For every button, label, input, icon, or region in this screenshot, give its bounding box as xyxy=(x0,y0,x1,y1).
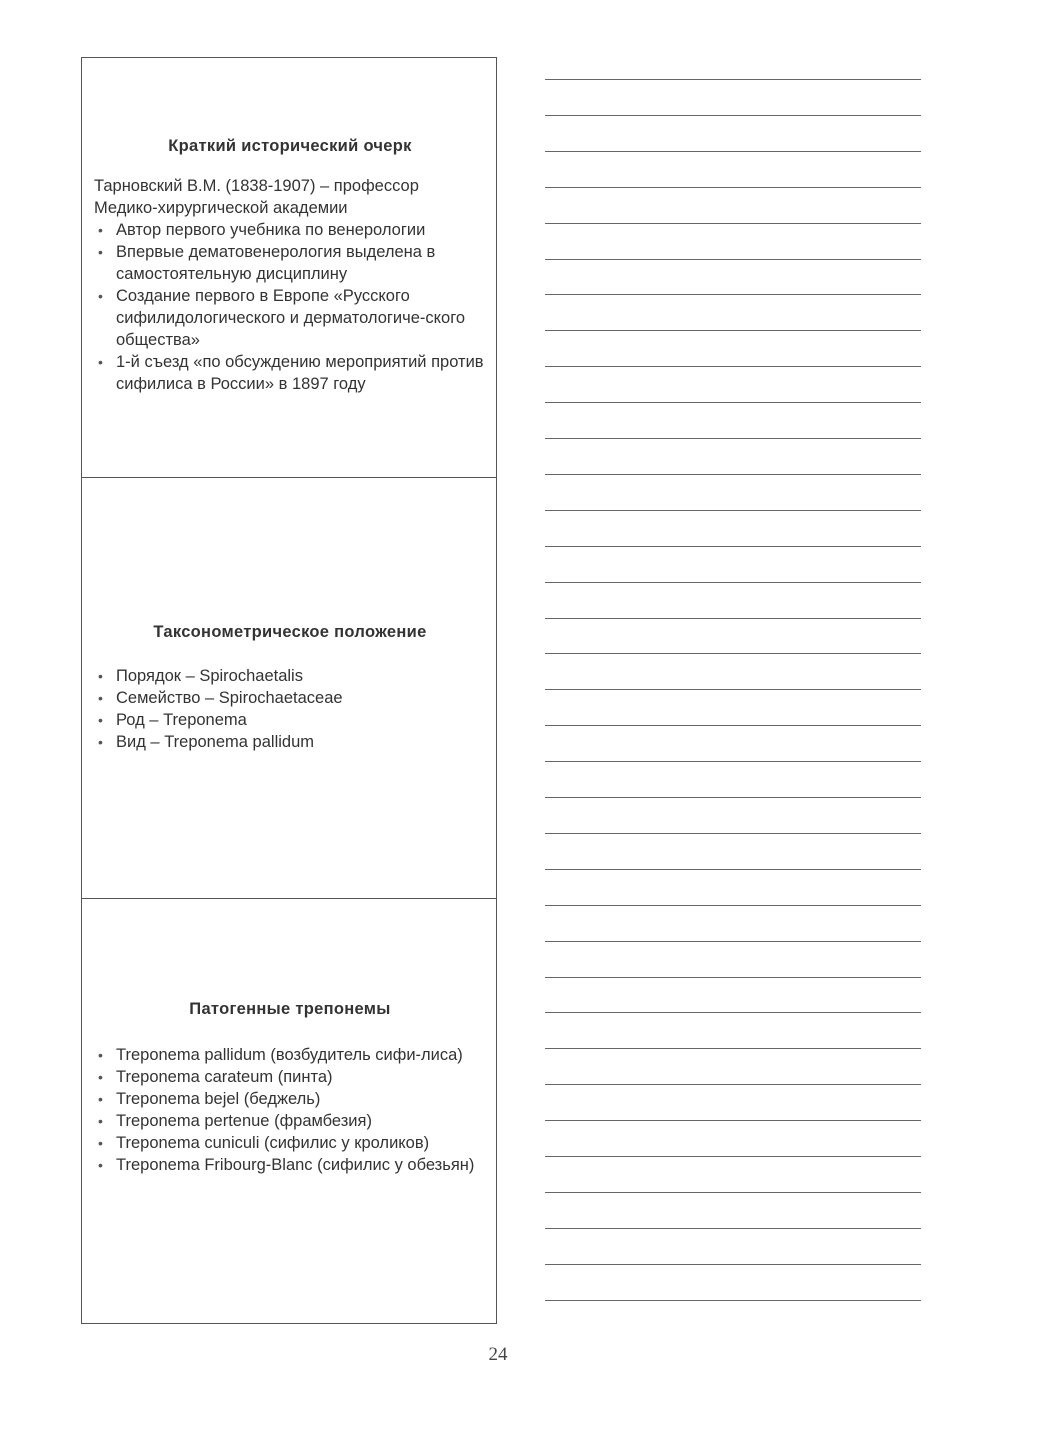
note-line xyxy=(545,797,921,798)
bullet-icon: • xyxy=(98,244,103,260)
note-line xyxy=(545,546,921,547)
note-line xyxy=(545,402,921,403)
card-taxonomy xyxy=(82,477,496,898)
list-item: • Treponema pertenue (фрамбезия) xyxy=(98,1112,372,1130)
slide-cards-column xyxy=(81,57,497,1324)
note-line xyxy=(545,366,921,367)
bullet-icon: • xyxy=(98,354,103,370)
list-item: • Автор первого учебника по венерологии xyxy=(98,221,426,239)
note-line xyxy=(545,474,921,475)
note-line xyxy=(545,259,921,260)
bullet-icon: • xyxy=(98,1113,103,1129)
note-line xyxy=(545,1048,921,1049)
note-line xyxy=(545,510,921,511)
history-intro: Тарновский В.М. (1838-1907) – профессор Медико-хирургической академии xyxy=(94,177,419,217)
list-item: • Порядок – Spirochaetalis xyxy=(98,667,303,685)
note-line xyxy=(545,761,921,762)
bullet-icon: • xyxy=(98,668,103,684)
history-list xyxy=(94,219,486,395)
list-item: • Treponema pallidum (возбудитель сифи-лиса) xyxy=(98,1046,463,1064)
taxonomy-list xyxy=(94,665,486,753)
note-line xyxy=(545,725,921,726)
card-title-pathogens: Патогенные трепонемы xyxy=(189,1000,391,1018)
note-line xyxy=(545,294,921,295)
note-line xyxy=(545,1012,921,1013)
note-line xyxy=(545,833,921,834)
note-line xyxy=(545,1300,921,1301)
note-line xyxy=(545,1084,921,1085)
list-item: • Семейство – Spirochaetaceae xyxy=(98,689,343,707)
list-item: • Вид – Treponema pallidum xyxy=(98,733,314,751)
note-line xyxy=(545,689,921,690)
bullet-icon: • xyxy=(98,712,103,728)
note-line xyxy=(545,1228,921,1229)
notes-lines-area[interactable] xyxy=(545,60,923,1320)
bullet-icon: • xyxy=(98,1091,103,1107)
bullet-icon: • xyxy=(98,1135,103,1151)
list-item: • Создание первого в Европе «Русского сифилидологического и дерматологиче-ского общества» xyxy=(98,287,466,349)
bullet-icon: • xyxy=(98,734,103,750)
note-line xyxy=(545,151,921,152)
list-item: • Treponema Fribourg-Blanc (сифилис у обезьян) xyxy=(98,1156,475,1174)
card-title-taxonomy: Таксонометрическое положение xyxy=(153,623,427,641)
list-item: • Treponema carateum (пинта) xyxy=(98,1068,333,1086)
bullet-icon: • xyxy=(98,1069,103,1085)
bullet-icon: • xyxy=(98,288,103,304)
note-line xyxy=(545,941,921,942)
bullet-icon: • xyxy=(98,1047,103,1063)
card-history xyxy=(82,58,496,477)
note-line xyxy=(545,187,921,188)
note-line xyxy=(545,1120,921,1121)
list-item: • Впервые дематовенерология выделена в самостоятельную дисциплину xyxy=(98,243,436,283)
note-line xyxy=(545,438,921,439)
list-item: • 1-й съезд «по обсуждению мероприятий против сифилиса в России» в 1897 году xyxy=(98,353,484,393)
note-line xyxy=(545,79,921,80)
note-line xyxy=(545,1192,921,1193)
note-line xyxy=(545,330,921,331)
card-pathogens xyxy=(82,898,496,1323)
note-line xyxy=(545,618,921,619)
bullet-icon: • xyxy=(98,690,103,706)
card-title-history: Краткий исторический очерк xyxy=(168,137,412,155)
note-line xyxy=(545,115,921,116)
list-item: • Treponema cuniculi (сифилис у кроликов) xyxy=(98,1134,430,1152)
bullet-icon: • xyxy=(98,1157,103,1173)
note-line xyxy=(545,1156,921,1157)
note-line xyxy=(545,977,921,978)
note-line xyxy=(545,653,921,654)
list-item: • Род – Treponema xyxy=(98,711,247,729)
list-item: • Treponema bejel (беджель) xyxy=(98,1090,321,1108)
bullet-icon: • xyxy=(98,222,103,238)
note-line xyxy=(545,905,921,906)
note-line xyxy=(545,869,921,870)
note-line xyxy=(545,1264,921,1265)
pathogens-list xyxy=(94,1044,486,1176)
note-line xyxy=(545,223,921,224)
page-number: 24 xyxy=(488,1344,508,1365)
note-line xyxy=(545,582,921,583)
